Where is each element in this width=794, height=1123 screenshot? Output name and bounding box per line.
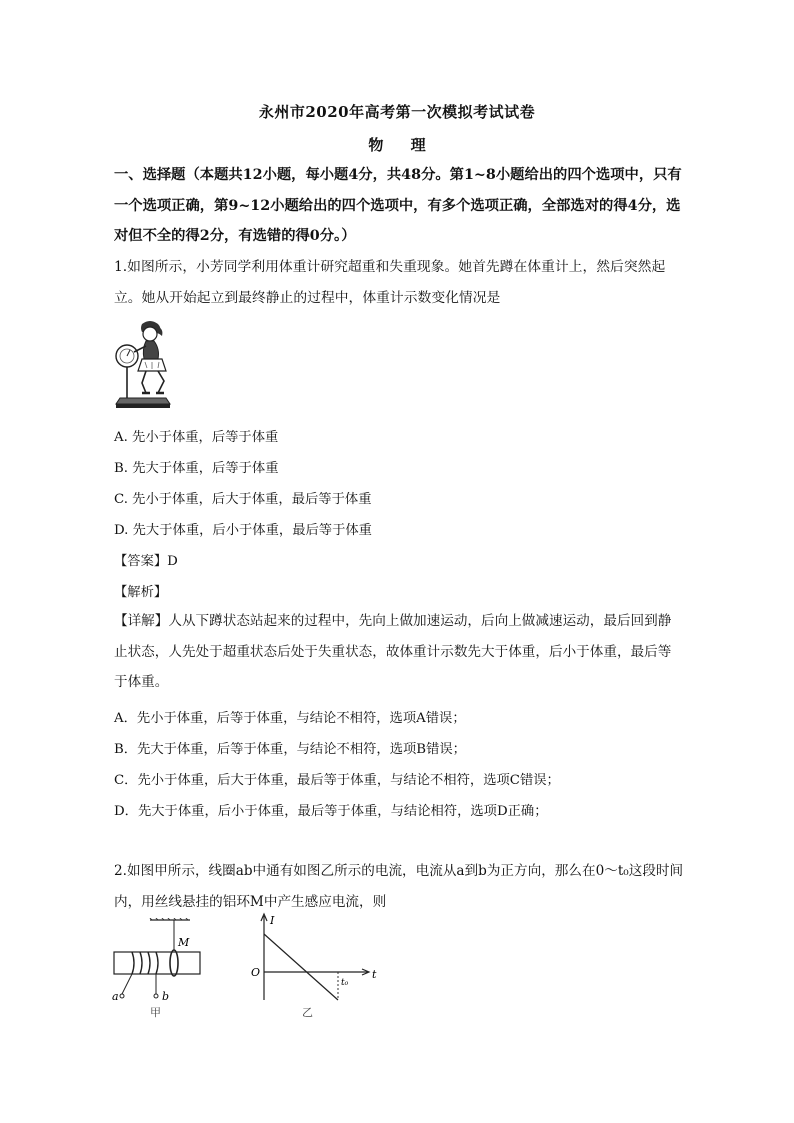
q1-explanation-d: D．先大于体重，后小于体重，最后等于体重，与结论相符，选项D正确； [114, 804, 548, 819]
q1-explanation-c: C．先小于体重，后大于体重，最后等于体重，与结论不相符，选项C错误； [114, 773, 560, 788]
origin-label: O [251, 966, 261, 979]
caption-jia: 甲 [150, 1006, 161, 1018]
axis-label-t: t [372, 968, 377, 981]
label-t0: t₀ [341, 978, 349, 988]
question-1-stem: 1.如图所示，小芳同学利用体重计研究超重和失重现象。她首先蹲在体重计上，然后突然起立。她从开始起立到最终静止的过程中，体重计示数变化情况是 [114, 259, 666, 306]
q1-option-c: C. 先小于体重，后大于体重，最后等于体重 [114, 492, 372, 507]
q1-option-b: B. 先大于体重，后等于体重 [114, 461, 279, 476]
exam-title: 永州市2020年高考第一次模拟考试试卷 [258, 103, 536, 121]
section-heading: 一、选择题（本题共12小题，每小题4分，共48分。第1~8小题给出的四个选项中，只有一个选项正确，第9~12小题给出的四个选项中，有多个选项正确，全部选对的得4分，选对但不全的得2分，有选错的得0分。） [114, 167, 682, 244]
q1-explanation-a: A．先小于体重，后等于体重，与结论不相符，选项A错误； [114, 711, 466, 726]
q1-analysis-label: 【解析】 [114, 585, 168, 600]
current-time-graph [246, 912, 386, 1018]
question-2-stem: 2.如图甲所示，线圈ab中通有如图乙所示的电流，电流从a到b为正方向，那么在0～t₀这段时间内，用丝线悬挂的铝环M中产生感应电流，则 [114, 863, 684, 910]
label-b: b [162, 990, 170, 1003]
q1-explanation-b: B．先大于体重，后等于体重，与结论不相符，选项B错误； [114, 742, 466, 757]
axis-label-i: I [270, 914, 275, 927]
label-a: a [112, 990, 119, 1003]
q1-answer: 【答案】D [114, 554, 178, 569]
solenoid-ring-figure [110, 918, 210, 1018]
caption-yi: 乙 [302, 1006, 313, 1018]
label-m: M [178, 936, 190, 949]
q1-option-d: D. 先大于体重，后小于体重，最后等于体重 [114, 523, 372, 538]
q1-detail: 【详解】人从下蹲状态站起来的过程中，先向上做加速运动，后向上做减速运动，最后回到静止状态，人先处于超重状态后处于失重状态，故体重计示数先大于体重，后小于体重，最后等于体重。 [114, 613, 672, 690]
exam-subject: 物 理 [368, 136, 426, 154]
q1-option-a: A. 先小于体重，后等于体重 [114, 430, 279, 445]
girl-on-scale-figure [112, 318, 174, 410]
